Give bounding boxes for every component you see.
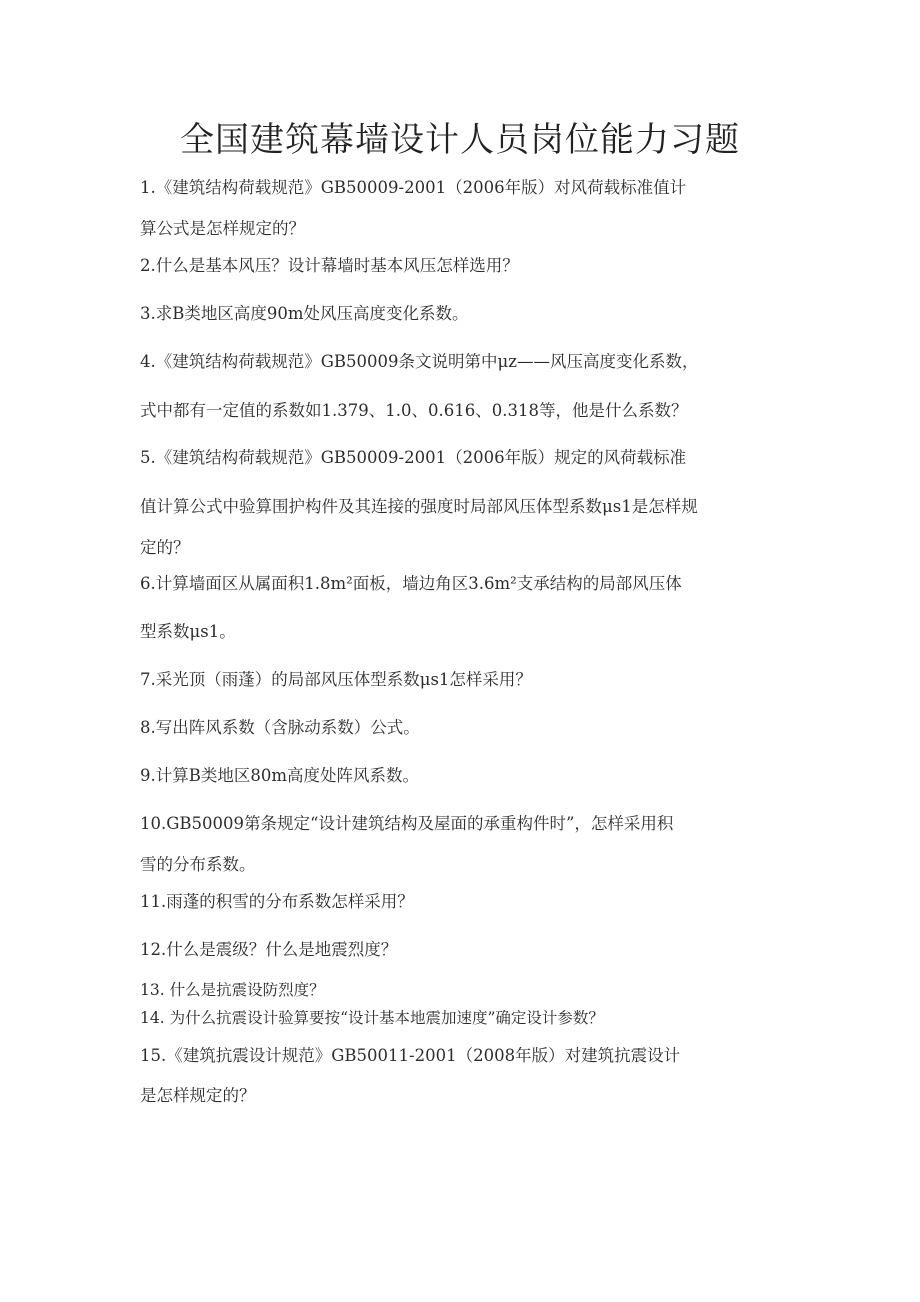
question-1-line-2: 算公式是怎样规定的？ xyxy=(140,219,305,238)
question-7: 7.采光顶（雨蓬）的局部风压体型系数μs1怎样采用？ xyxy=(140,670,532,689)
question-12: 12.什么是震级？什么是地震烈度？ xyxy=(140,940,398,959)
question-11: 11.雨蓬的积雪的分布系数怎样采用？ xyxy=(140,892,414,911)
question-5-line-3: 定的？ xyxy=(140,538,190,557)
question-6-line-2: 型系数μs1。 xyxy=(140,622,236,641)
question-10-line-2: 雪的分布系数。 xyxy=(140,855,256,874)
question-10-line-1: 10.GB50009第条规定“设计建筑结构及屋面的承重构件时”，怎样采用积 xyxy=(140,814,674,833)
question-3: 3.求B类地区高度90m处风压高度变化系数。 xyxy=(140,304,469,323)
question-2: 2.什么是基本风压？设计幕墙时基本风压怎样选用？ xyxy=(140,256,519,275)
question-4-line-1: 4.《建筑结构荷载规范》GB50009条文说明第中μz——风压高度变化系数， xyxy=(140,352,699,371)
question-6-line-1: 6.计算墙面区从属面积1.8m²面板，墙边角区3.6m²支承结构的局部风压体 xyxy=(140,574,682,593)
question-8: 8.写出阵风系数（含脉动系数）公式。 xyxy=(140,718,420,737)
question-15-line-2: 是怎样规定的？ xyxy=(140,1086,256,1105)
question-5-line-2: 值计算公式中验算围护构件及其连接的强度时局部风压体型系数μs1是怎样规 xyxy=(140,497,698,516)
question-1-line-1: 1.《建筑结构荷载规范》GB50009-2001（2006年版）对风荷载标准值计 xyxy=(140,178,687,197)
question-13: 13. 什么是抗震设防烈度？ xyxy=(140,981,325,999)
question-14: 14. 为什么抗震设计验算要按“设计基本地震加速度”确定设计参数？ xyxy=(140,1009,604,1027)
page-title: 全国建筑幕墙设计人员岗位能力习题 xyxy=(180,120,740,160)
question-15-line-1: 15.《建筑抗震设计规范》GB50011-2001（2008年版）对建筑抗震设计 xyxy=(140,1046,681,1065)
question-5-line-1: 5.《建筑结构荷载规范》GB50009-2001（2006年版）规定的风荷载标准 xyxy=(140,448,687,467)
question-9: 9.计算B类地区80m高度处阵风系数。 xyxy=(140,766,420,785)
question-4-line-2: 式中都有一定值的系数如1.379、1.0、0.616、0.318等，他是什么系数？ xyxy=(140,401,688,420)
